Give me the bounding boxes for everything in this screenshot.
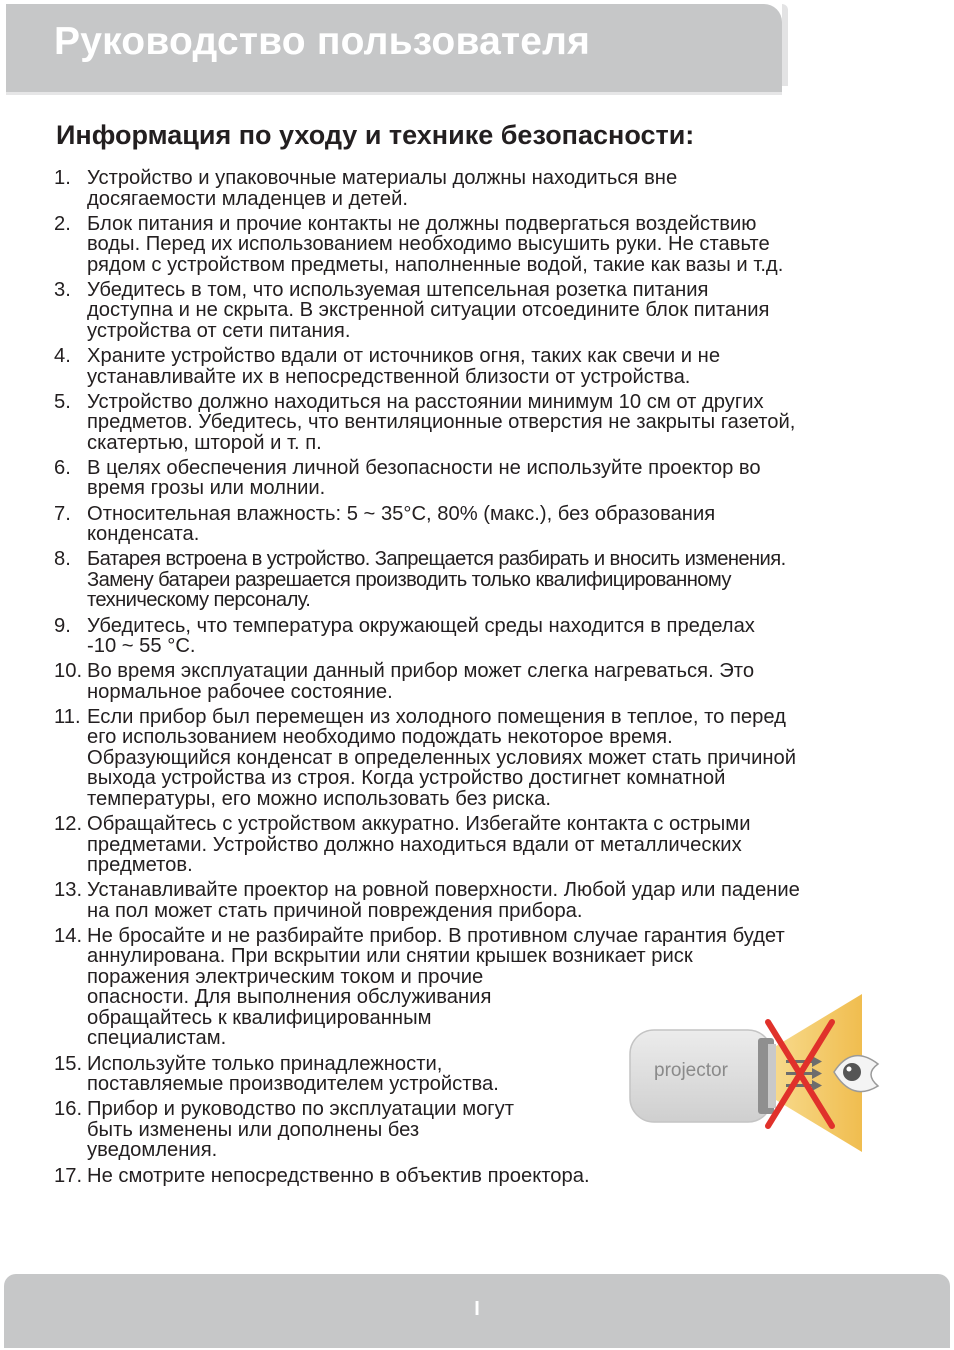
item-text: В целях обеспечения личной безопасности не используйте проектор во время грозы или молнии. xyxy=(87,456,761,500)
item-number: 17. xyxy=(54,1164,83,1187)
section-heading: Информация по уходу и технике безопасности: xyxy=(56,120,695,150)
list-item xyxy=(54,1166,894,1187)
item-number: 14. xyxy=(54,924,83,947)
document-title: Руководство пользователя xyxy=(54,20,591,63)
list-item xyxy=(54,549,894,611)
list-item xyxy=(54,661,894,702)
item-text: Во время эксплуатации данный прибор может слегка нагреваться. Это нормальное рабочее состояние. xyxy=(87,660,755,703)
item-number: 1. xyxy=(54,167,71,189)
item-text: Убедитесь в том, что используемая штепсельная розетка питания доступна и не скрыта. В экстренной ситуации отсоедините блок питания устройства от сети питания. xyxy=(87,278,770,342)
item-text: Храните устройство вдали от источников огня, таких как свечи и не устанавливайте их в непосредственной близости от устройства. xyxy=(87,345,721,388)
item-text: Устройство должно находиться на расстоянии минимум 10 см от других предметов. Убедитесь, что вентиляционные отверстия не закрыты газетой, скатертью, шторой и т. п. xyxy=(87,390,796,454)
no-looking-into-lens-illustration xyxy=(626,994,884,1152)
item-number: 9. xyxy=(54,614,71,637)
list-item xyxy=(54,168,894,209)
item-text: Устанавливайте проектор на ровной поверхности. Любой удар или падение на пол может стать причиной повреждения прибора. xyxy=(87,879,800,922)
item-number: 13. xyxy=(54,879,83,902)
item-text: Не бросайте и не разбирайте прибор. В противном случае гарантия будет аннулирована. При вскрытии или снятии крышек возникает риск поражения электрическим током и прочие опасности. Для выполнения обслуживания обращайтесь к квалифицированным специалистам. xyxy=(87,924,785,1050)
list-item xyxy=(54,214,894,276)
item-text: Блок питания и прочие контакты не должны подвергаться воздействию воды. Перед их использованием необходимо высушить руки. Не ставьте рядом с устройством предметы, наполненные водой, такие как вазы и т.д. xyxy=(87,212,784,276)
item-number: 6. xyxy=(54,456,71,479)
projector-lens-ring xyxy=(768,1044,776,1108)
list-item xyxy=(54,280,894,342)
item-text: Батарея встроена в устройство. Запрещается разбирать и вносить изменения. Замену батареи разрешается производить только квалифицированному техническому персоналу. xyxy=(87,548,786,612)
item-number: 5. xyxy=(54,390,71,413)
item-text: Относительная влажность: 5 ~ 35°C, 80% (макс.), без образования конденсата. xyxy=(87,502,716,546)
page-number: I xyxy=(474,1298,480,1320)
item-text: Убедитесь, что температура окружающей среды находится в пределах -10 ~ 55 °C. xyxy=(87,614,755,657)
item-text: Прибор и руководство по эксплуатации могут быть изменены или дополнены без уведомления. xyxy=(87,1098,515,1162)
list-item xyxy=(54,814,894,876)
list-item xyxy=(54,458,894,499)
item-number: 16. xyxy=(54,1098,83,1121)
list-item xyxy=(54,880,894,921)
item-text: Обращайтесь с устройством аккуратно. Избегайте контакта с острыми предметами. Устройство должно находиться вдали от металлических предметов. xyxy=(87,813,751,877)
item-text: Устройство и упаковочные материалы должны находиться вне досягаемости младенцев и детей. xyxy=(87,167,678,210)
item-number: 3. xyxy=(54,278,71,301)
projector-label: projector xyxy=(654,1060,728,1081)
no-looking-into-lens-icon xyxy=(626,994,884,1152)
list-item xyxy=(54,616,894,657)
item-number: 15. xyxy=(54,1052,83,1075)
list-item xyxy=(54,707,894,810)
item-number: 7. xyxy=(54,502,71,525)
item-text: Используйте только принадлежности, поставляемые производителем устройства. xyxy=(87,1052,499,1096)
item-number: 4. xyxy=(54,345,71,368)
item-number: 11. xyxy=(54,705,81,728)
item-text: Не смотрите непосредственно в объектив проектора. xyxy=(87,1164,590,1187)
item-text: Если прибор был перемещен из холодного помещения в теплое, то перед его использованием необходимо подождать некоторое время. Образующийся конденсат в определенных условиях может стать причиной выхода устройства из строя. Когда устройство достигнет комнатной температуры, его можно использовать без риска. xyxy=(87,705,797,810)
item-number: 2. xyxy=(54,212,71,235)
list-item xyxy=(54,346,894,387)
item-number: 12. xyxy=(54,813,83,836)
item-number: 8. xyxy=(54,548,71,571)
item-number: 10. xyxy=(54,660,83,683)
list-item xyxy=(54,392,894,454)
list-item xyxy=(54,504,894,545)
